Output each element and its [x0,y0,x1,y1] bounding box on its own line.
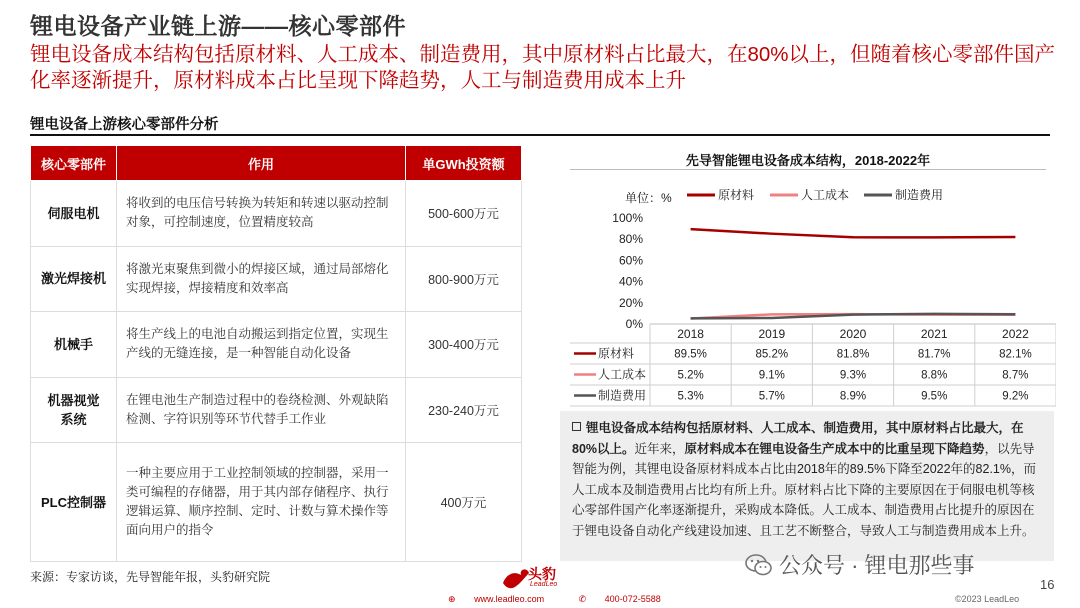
logo-subtext: LeadLeo [530,581,558,588]
component-function: 将生产线上的电池自动搬运到指定位置，实现生产线的无缝连接，是一种智能自动化设备 [117,312,406,378]
data-label: 5.7% [758,390,785,403]
x-tick-label: 2022 [1002,327,1029,341]
data-label: 8.8% [921,369,948,382]
component-investment: 300-400万元 [406,312,522,378]
legend-label-mfg: 制造费用 [895,188,944,202]
chart-title: 先导智能锂电设备成本结构，2018-2022年 [685,153,931,168]
header-component: 核心零部件 [31,146,117,181]
data-label: 5.3% [677,390,704,403]
y-tick-label: 100% [612,211,643,225]
component-investment: 500-600万元 [406,181,522,247]
component-name: 伺服电机 [31,181,117,247]
phone-icon: ✆ [578,594,587,604]
chart-unit-label: 单位：% [625,191,672,205]
chart-legend [687,187,943,202]
y-tick-label: 80% [618,232,643,247]
component-function: 将收到的电压信号转换为转矩和转速以驱动控制对象，可控制速度，位置精度较高 [117,181,406,247]
wechat-icon [745,553,773,577]
x-tick-label: 2019 [758,327,786,341]
table-row [31,246,522,312]
copyright: ©2023 LeadLeo [955,594,1020,604]
data-label: 9.1% [758,369,785,382]
component-name-line2: 系统 [60,411,87,427]
table-series-name: 人工成本 [598,367,647,382]
wechat-watermark [745,549,975,580]
y-axis [612,211,643,331]
table-row [31,312,522,378]
table-row [31,443,522,562]
data-label: 82.1% [999,348,1032,361]
note-bold-3: 原材料成本在锂电设备生产成本中的比重呈现下降趋势 [684,441,985,456]
components-table [30,145,522,562]
component-investment: 800-900万元 [406,246,522,312]
table-series-name: 原材料 [598,346,635,361]
component-function: 在锂电池生产制造过程中的卷绕检测、外观缺陷检测、字符识别等环节代替手工作业 [117,377,406,443]
y-tick-label: 20% [618,295,643,310]
series-line-0 [691,229,1016,237]
component-name: 机械手 [31,312,117,378]
data-label: 9.5% [921,390,948,403]
phone-link[interactable] [579,594,677,604]
y-tick-label: 60% [618,253,643,268]
phone-text: 400-072-5588 [604,594,661,604]
globe-icon: ⊕ [448,594,456,604]
y-tick-label: 40% [618,274,643,289]
x-tick-label: 2018 [677,327,704,341]
section-title: 锂电设备上游核心零部件分析 [30,117,219,133]
website-text: www.leadleo.com [474,594,545,604]
component-investment: 230-240万元 [406,377,522,443]
data-label: 5.2% [677,369,704,382]
data-label: 9.2% [1002,390,1029,403]
data-label: 85.2% [755,348,789,361]
component-name: 激光焊接机 [31,246,117,312]
data-label: 9.3% [839,369,867,382]
x-tick-label: 2021 [920,327,948,341]
table-series-name: 制造费用 [598,388,647,403]
component-name: PLC控制器 [31,443,117,562]
page-number: 16 [1040,577,1055,592]
footer-contact [448,594,693,605]
note-text-4: ，以先导智能为例，其锂电设备原材料成本占比由2018年的89.5%下降至2022年的82.1%，而人工成本及制造费用占比均有所上升。原材料占比下降的主要原因在于伺服电机等核心零部件国产化率逐渐提升，采购成本降低。人工成本、制造费用占比提升的原因在于锂电设备自动化产线建设加速、且工艺不断整合，导致人工与制造费用成本上升。 [572,441,1037,538]
header-function: 作用 [117,146,406,181]
legend-label-raw: 原材料 [718,188,755,202]
data-label: 81.7% [917,348,951,361]
website-link[interactable] [448,594,560,604]
chart-title-divider [570,169,1046,170]
x-tick-label: 2020 [839,327,867,341]
analysis-note [560,411,1054,561]
chart-data-table [570,324,1056,406]
component-function: 一种主要应用于工业控制领域的控制器，采用一类可编程的存储器，用于其内部存储程序、执行逻辑运算、顺序控制、定时、计数与算术操作等面向用户的指令 [117,443,406,562]
page-title: 锂电设备产业链上游——核心零部件 [30,13,406,39]
legend-label-labor: 人工成本 [801,188,850,202]
data-label: 81.8% [836,348,870,361]
section-divider [30,134,1050,136]
note-bullet-icon [572,422,581,431]
component-function: 将激光束聚焦到微小的焊接区域，通过局部熔化实现焊接，焊接精度和效率高 [117,246,406,312]
note-text-2: 近年来， [634,441,685,456]
cost-structure-chart [570,176,1056,411]
component-investment: 400万元 [406,443,522,562]
wechat-text: 公众号 · 锂电那些事 [779,553,975,578]
data-label: 8.7% [1002,369,1029,382]
component-name-line1: 机器视觉 [47,392,100,408]
series-lines [691,229,1016,318]
logo-text: 头豹 [528,566,556,582]
y-tick-label: 0% [625,317,643,331]
component-name [31,377,117,443]
table-header-row [31,146,522,181]
table-row [31,181,522,247]
note-bold-1: 锂电设备成本结构包括原材料、人工成本、制造费用，其中原材料占比最大，在80%以上。 [572,421,1024,456]
header-investment: 单GWh投资额 [406,146,522,181]
data-label: 89.5% [674,348,707,361]
page-subtitle: 锂电设备成本结构包括原材料、人工成本、制造费用，其中原材料占比最大，在80%以上，但随着核心零部件国产化率逐渐提升，原材料成本占比呈现下降趋势，人工与制造费用成本上升 [30,43,1056,92]
data-label: 8.9% [839,390,867,403]
source-note: 来源：专家访谈，先导智能年报，头豹研究院 [30,570,271,584]
table-row [31,377,522,443]
